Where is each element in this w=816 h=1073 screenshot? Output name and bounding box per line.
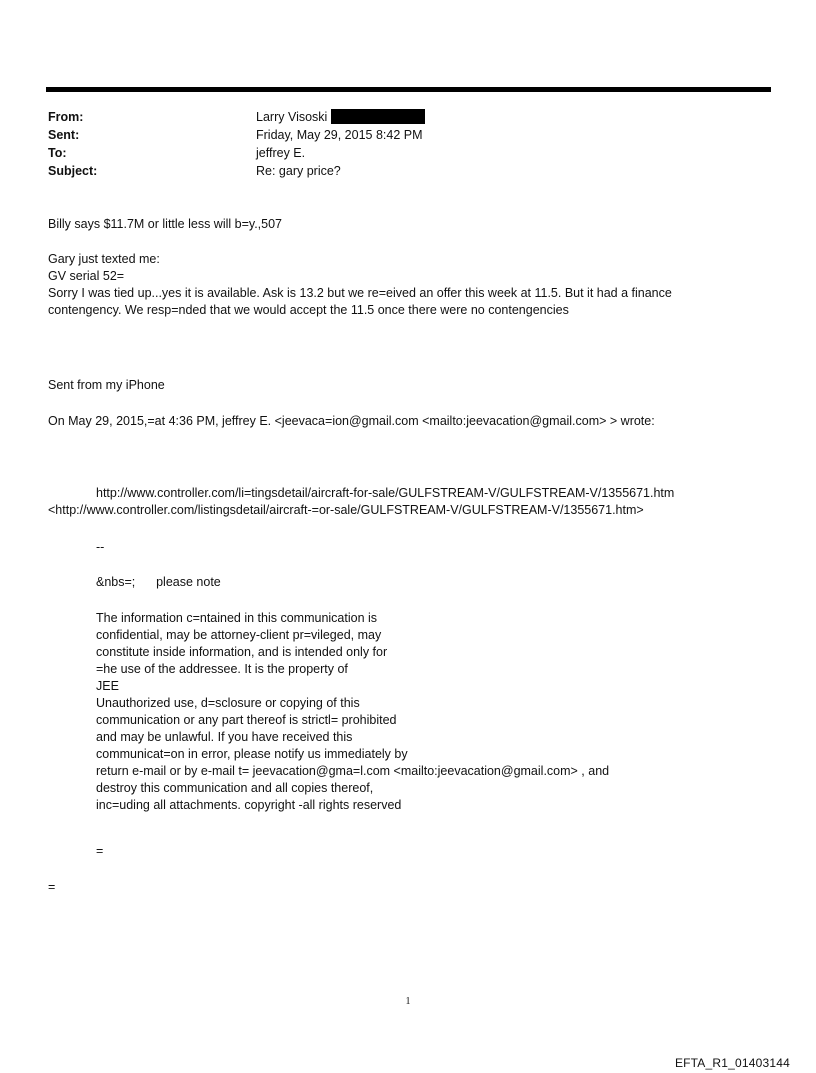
body-line-contingency: contengency. We resp=nded that we would accept the 11.5 once there were no contengencies bbox=[48, 303, 569, 317]
sent-value: Friday, May 29, 2015 8:42 PM bbox=[256, 128, 423, 142]
header-divider-rule bbox=[46, 87, 771, 92]
disclaimer-line: confidential, may be attorney-client pr=vileged, may bbox=[96, 628, 382, 642]
disclaimer-line: and may be unlawful. If you have received this bbox=[96, 730, 353, 744]
signature-dashes: -- bbox=[96, 540, 105, 554]
listing-url-bracketed[interactable]: <http://www.controller.com/listingsdetail/aircraft-=or-sale/GULFSTREAM-V/GULFSTREAM-V/1355671.htm> bbox=[48, 503, 644, 517]
subject-label: Subject: bbox=[48, 164, 98, 178]
from-label: From: bbox=[48, 110, 84, 124]
from-name: Larry Visoski bbox=[256, 110, 328, 124]
from-value bbox=[256, 108, 425, 126]
body-line-texted: Gary just texted me: bbox=[48, 252, 160, 266]
disclaimer-line: constitute inside information, and is intended only for bbox=[96, 645, 388, 659]
disclaimer-line: JEE bbox=[96, 679, 119, 693]
trailing-equals: = bbox=[48, 880, 56, 894]
disclaimer-line: inc=uding all attachments. copyright -all rights reserved bbox=[96, 798, 402, 812]
disclaimer-line: communication or any part thereof is strictl= prohibited bbox=[96, 713, 397, 727]
disclaimer-line: destroy this communication and all copies thereof, bbox=[96, 781, 374, 795]
to-label: To: bbox=[48, 146, 67, 160]
body-line-serial: GV serial 52= bbox=[48, 269, 125, 283]
to-value: jeffrey E. bbox=[256, 146, 306, 160]
bates-number: EFTA_R1_01403144 bbox=[674, 1056, 790, 1070]
please-note-line: &nbs=; please note bbox=[96, 575, 221, 589]
subject-value: Re: gary price? bbox=[256, 164, 341, 178]
disclaimer-line: communicat=on in error, please notify us immediately by bbox=[96, 747, 408, 761]
sent-label: Sent: bbox=[48, 128, 80, 142]
page-number: 1 bbox=[405, 996, 411, 1007]
body-line-price: Billy says $11.7M or little less will b=y.,507 bbox=[48, 217, 283, 231]
trailing-equals: = bbox=[96, 844, 104, 858]
disclaimer-line: Unauthorized use, d=sclosure or copying of this bbox=[96, 696, 360, 710]
listing-url[interactable]: http://www.controller.com/li=tingsdetail/aircraft-for-sale/GULFSTREAM-V/GULFSTREAM-V/1355671.htm bbox=[96, 486, 675, 500]
sent-from-line: Sent from my iPhone bbox=[48, 378, 165, 392]
disclaimer-line: =he use of the addressee. It is the property of bbox=[96, 662, 348, 676]
redaction-box bbox=[331, 109, 425, 124]
disclaimer-line: return e-mail or by e-mail t= jeevacation@gma=l.com <mailto:jeevacation@gmail.com> , and bbox=[96, 764, 610, 778]
disclaimer-line: The information c=ntained in this communication is bbox=[96, 611, 378, 625]
body-line-available: Sorry I was tied up...yes it is available. Ask is 13.2 but we re=eived an offer this week at 11.5. But it had a finance bbox=[48, 286, 672, 300]
quote-header: On May 29, 2015,=at 4:36 PM, jeffrey E. <jeevaca=ion@gmail.com <mailto:jeevacation@gmail.com> > wrote: bbox=[48, 414, 655, 428]
